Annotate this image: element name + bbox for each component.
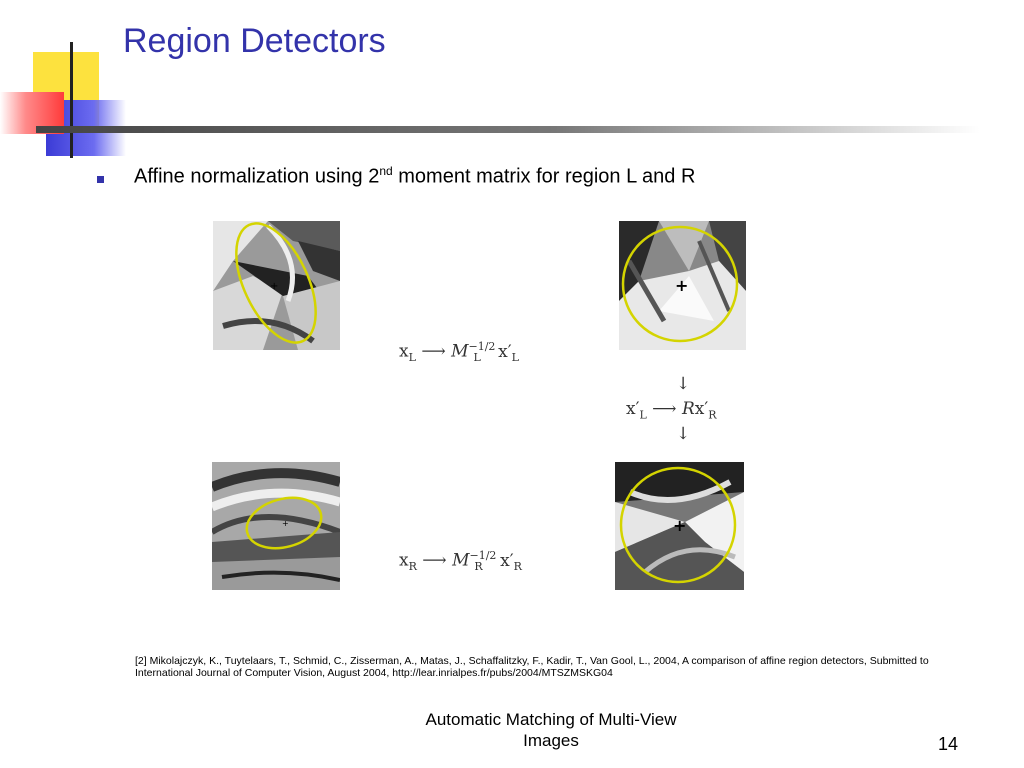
down-arrow-bottom: ↓ [676, 424, 691, 444]
eq-var: x′ [500, 550, 514, 571]
eq-var: x [399, 341, 409, 362]
down-arrow-top: ↓ [676, 374, 691, 394]
page-number: 14 [938, 734, 959, 754]
slide-title: Region Detectors [123, 22, 386, 60]
equation-middle [626, 399, 717, 421]
eq-var: x [399, 550, 409, 571]
center-mark: + [675, 276, 689, 295]
bullet-text-part: moment matrix for region L and R [392, 165, 696, 188]
normalized-r-image [615, 462, 744, 590]
eq-rotation: R [681, 399, 695, 419]
eq-subscript: R [513, 560, 522, 574]
eq-subscript: R [474, 560, 483, 574]
eq-arrow: ⟶ [422, 550, 447, 571]
normalized-l-image [619, 221, 746, 350]
eq-matrix: M [451, 341, 469, 362]
region-l-image [213, 221, 340, 350]
eq-subscript: L [511, 351, 519, 365]
eq-subscript: L [408, 351, 416, 365]
eq-arrow: ⟶ [652, 399, 677, 419]
eq-superscript: −1/2 [469, 549, 497, 562]
center-mark: + [282, 519, 289, 528]
center-mark: + [673, 516, 687, 535]
eq-subscript: R [408, 560, 417, 574]
eq-superscript: −1/2 [468, 340, 496, 353]
citation: [2] Mikolajczyk, K., Tuytelaars, T., Schmid, C., Zisserman, A., Matas, J., Schaffalitzky, F., Kadir, T., Van Gool, L., 2004, A comparison of affine region detectors, Submitted to International Journal of Computer Vision, August 2004, http://lear.inrialpes.fr/pubs/2004/MTSZMSKG04 [135, 655, 929, 679]
title-rule [36, 126, 980, 133]
equation-left-top [399, 340, 519, 364]
eq-subscript: L [639, 408, 647, 422]
bullet-marker [97, 176, 104, 183]
eq-subscript: R [708, 408, 717, 422]
eq-var: x′ [626, 399, 640, 419]
bullet-text [134, 164, 695, 189]
eq-arrow: ⟶ [421, 341, 446, 362]
bullet-text-part: Affine normalization using 2 [134, 165, 380, 188]
footer-title: Automatic Matching of Multi-View Images [425, 710, 677, 750]
equation-left-bottom [399, 549, 522, 573]
eq-subscript: L [473, 351, 481, 365]
eq-var: x′ [694, 399, 709, 419]
region-r-image [212, 462, 340, 590]
center-mark: + [270, 281, 279, 292]
eq-var: x′ [498, 341, 512, 362]
eq-matrix: M [452, 550, 470, 571]
bullet-superscript: nd [379, 164, 393, 178]
